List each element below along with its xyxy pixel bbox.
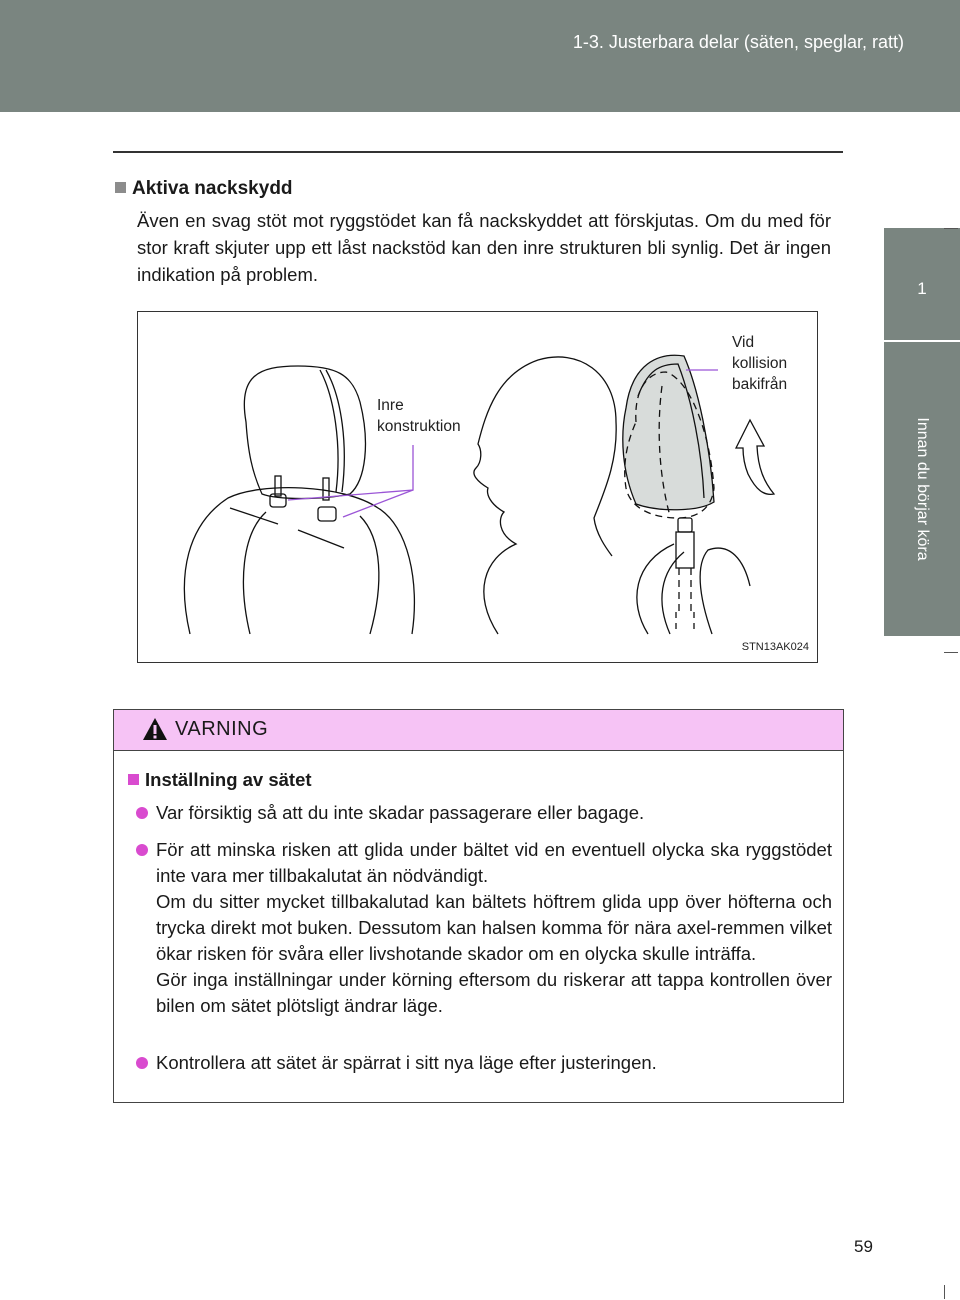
bullet-text: Om du sitter mycket tillbakalutad kan bältets höftrem glida upp över höfterna och trycka direkt mot buken. Dessutom kan halsen komma för nära axel-remmen vilket ökar risken för svåra eller livshotande skador om en olycka skulle inträffa. — [156, 891, 832, 964]
label-line: bakifrån — [732, 376, 788, 393]
bullet-dot-icon — [136, 807, 148, 819]
chapter-tab-label: Innan du börjar köra — [914, 417, 931, 561]
section-intro: Även en svag stöt mot ryggstödet kan få nackskyddet att förskjutas. Om du med för stor kraft skjuter upp ett låst nackstöd kan den inre strukturen bli synlig. Det är ingen indikation på problem. — [137, 210, 831, 285]
bullet-dot-icon — [136, 844, 148, 856]
chapter-tab-number: 1 — [884, 228, 960, 340]
bullet-text: Gör inga inställningar under körning eftersom du riskerar att tappa kontrollen över bilen om sätet plötsligt ändrar läge. — [156, 969, 832, 1016]
section-title: Aktiva nackskydd — [132, 178, 293, 199]
crop-mark — [944, 652, 958, 653]
label-line: Inre — [377, 397, 404, 414]
figure-code: STN13AK024 — [741, 641, 809, 653]
crop-mark — [944, 228, 958, 229]
header-band — [0, 0, 960, 112]
page-number: 59 — [854, 1237, 873, 1256]
warning-title: VARNING — [175, 718, 269, 740]
warning-bullet — [136, 800, 832, 826]
headrest-illustration — [137, 311, 818, 663]
bullet-text: Var försiktig så att du inte skadar passagerare eller bagage. — [156, 802, 645, 823]
warning-header — [114, 710, 843, 751]
label-rear-collision — [732, 332, 787, 395]
warning-subtitle — [128, 769, 312, 791]
label-line: kollision — [732, 355, 788, 372]
label-inner-structure — [377, 395, 461, 437]
warning-triangle-icon — [142, 717, 168, 741]
label-line: Vid — [732, 334, 755, 351]
square-bullet-icon — [128, 774, 139, 785]
headrest-drawing — [138, 312, 818, 663]
bullet-dot-icon — [136, 1057, 148, 1069]
warning-bullet — [136, 837, 832, 1019]
section-heading — [115, 178, 293, 200]
warning-subtitle-text: Inställning av sätet — [145, 769, 312, 790]
crop-mark — [944, 1285, 945, 1299]
square-bullet-icon — [115, 182, 126, 193]
warning-box — [113, 709, 844, 1103]
bullet-text: Kontrollera att sätet är spärrat i sitt nya läge efter justeringen. — [156, 1052, 657, 1073]
section-rule — [113, 151, 843, 153]
bullet-text: För att minska risken att glida under bältet vid en eventuell olycka ska ryggstödet inte vara mer tillbakalutat än nödvändigt. — [156, 839, 832, 886]
chapter-section-title: 1-3. Justerbara delar (säten, speglar, ratt) — [572, 32, 904, 52]
warning-bullet — [136, 1050, 832, 1076]
label-line: konstruktion — [377, 418, 461, 435]
chapter-tab — [884, 342, 960, 636]
